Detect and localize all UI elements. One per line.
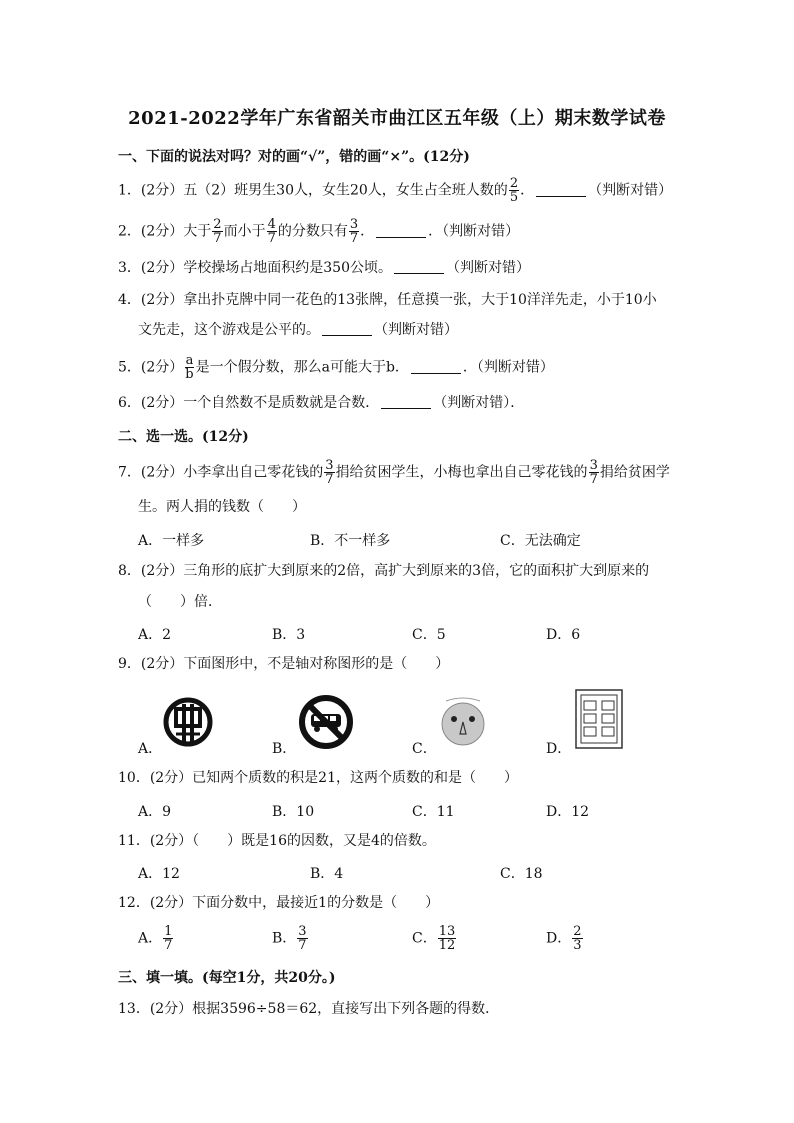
question-5: 5．(2分） $\frac{a}{b}$ 是一个假分数，那么a可能大于b． ．（判断对错） <box>118 353 554 382</box>
question-2: 2．(2分）大于 $\frac{2}{7}$ 而小于 $\frac{4}{7}$ 的分数只有 $\frac{3}{7}$ ． ．（判断对错） <box>118 217 520 246</box>
answer-blank[interactable] <box>536 182 586 197</box>
question-6: 6．(2分）一个自然数不是质数就是合数． （判断对错）． <box>118 395 525 411</box>
bank-logo-icon <box>162 696 214 748</box>
option-c[interactable]: C．18 <box>500 866 543 882</box>
face-icon <box>436 694 490 748</box>
option-d[interactable]: D．12 <box>546 804 590 820</box>
page-title: 2021-2022学年广东省韶关市曲江区五年级（上）期末数学试卷 <box>128 108 666 129</box>
question-7-line-2: 生。两人捐的钱数（ ） <box>138 499 306 515</box>
option-a[interactable]: A．2 <box>138 627 172 643</box>
question-9: 9．(2分）下面图形中，不是轴对称图形的是（ ） <box>118 656 450 672</box>
option-a[interactable]: A．12 <box>138 866 180 882</box>
option-c[interactable]: C．5 <box>412 627 446 643</box>
option-d[interactable]: D． <box>546 741 572 757</box>
option-a[interactable]: A．9 <box>138 804 172 820</box>
question-3: 3．(2分）学校操场占地面积约是350公顷。 （判断对错） <box>118 260 530 276</box>
answer-blank[interactable] <box>411 359 461 374</box>
section-3-heading: 三、填一填。(每空1分，共20分。) <box>118 970 336 986</box>
option-d[interactable]: D． $\frac{2}{3}$ <box>546 924 582 953</box>
option-b[interactable]: B．10 <box>272 804 315 820</box>
option-c[interactable]: C． <box>412 741 437 757</box>
window-icon <box>574 688 624 750</box>
option-c[interactable]: C．11 <box>412 804 455 820</box>
option-a[interactable]: A． $\frac{1}{7}$ <box>138 924 173 953</box>
section-1-heading: 一、下面的说法对吗？对的画“√”，错的画“×”。(12分) <box>118 149 470 165</box>
option-b[interactable]: B．不一样多 <box>310 533 391 549</box>
question-11: 11．(2分）（ ）既是16的因数，又是4的倍数。 <box>118 833 436 849</box>
section-2-heading: 二、选一选。(12分) <box>118 429 249 445</box>
question-8-line-1: 8．(2分）三角形的底扩大到原来的2倍，高扩大到原来的3倍，它的面积扩大到原来的 <box>118 563 650 579</box>
option-b[interactable]: B． <box>272 741 297 757</box>
answer-blank[interactable] <box>322 321 372 336</box>
question-10: 10．(2分）已知两个质数的积是21，这两个质数的和是（ ） <box>118 770 518 786</box>
answer-blank[interactable] <box>376 223 426 238</box>
question-4-line-1: 4．(2分）拿出扑克牌中同一花色的13张牌，任意摸一张，大于10洋洋先走，小于10小 <box>118 292 657 308</box>
answer-blank[interactable] <box>381 394 431 409</box>
question-13: 13．(2分）根据3596÷58＝62，直接写出下列各题的得数． <box>118 1001 500 1017</box>
option-b[interactable]: B．4 <box>310 866 344 882</box>
answer-blank[interactable] <box>394 259 444 274</box>
option-b[interactable]: B． $\frac{3}{7}$ <box>272 924 307 953</box>
question-12: 12．(2分）下面分数中，最接近1的分数是（ ） <box>118 895 440 911</box>
question-7-line-1: 7．(2分）小李拿出自己零花钱的 $\frac{3}{7}$ 捐给贫困学生，小梅也拿出自己零花钱的 $\frac{3}{7}$ 捐给贫困学 <box>118 458 670 487</box>
question-4-line-2: 文先走，这个游戏是公平的。 （判断对错） <box>138 322 458 338</box>
option-c[interactable]: C． $\frac{13}{12}$ <box>412 924 456 953</box>
option-d[interactable]: D．6 <box>546 627 581 643</box>
fraction: $\frac{2}{5}$ <box>509 176 519 205</box>
option-a[interactable]: A． <box>138 741 163 757</box>
option-c[interactable]: C．无法确定 <box>500 533 581 549</box>
question-1: 1．(2分）五（2）班男生30人，女生20人，女生占全班人数的 $\frac{2}{5}$ ． （判断对错） <box>118 176 673 205</box>
no-bus-sign-icon <box>298 694 354 750</box>
option-a[interactable]: A．一样多 <box>138 533 205 549</box>
option-b[interactable]: B．3 <box>272 627 306 643</box>
question-8-line-2: （ ）倍． <box>138 594 222 610</box>
